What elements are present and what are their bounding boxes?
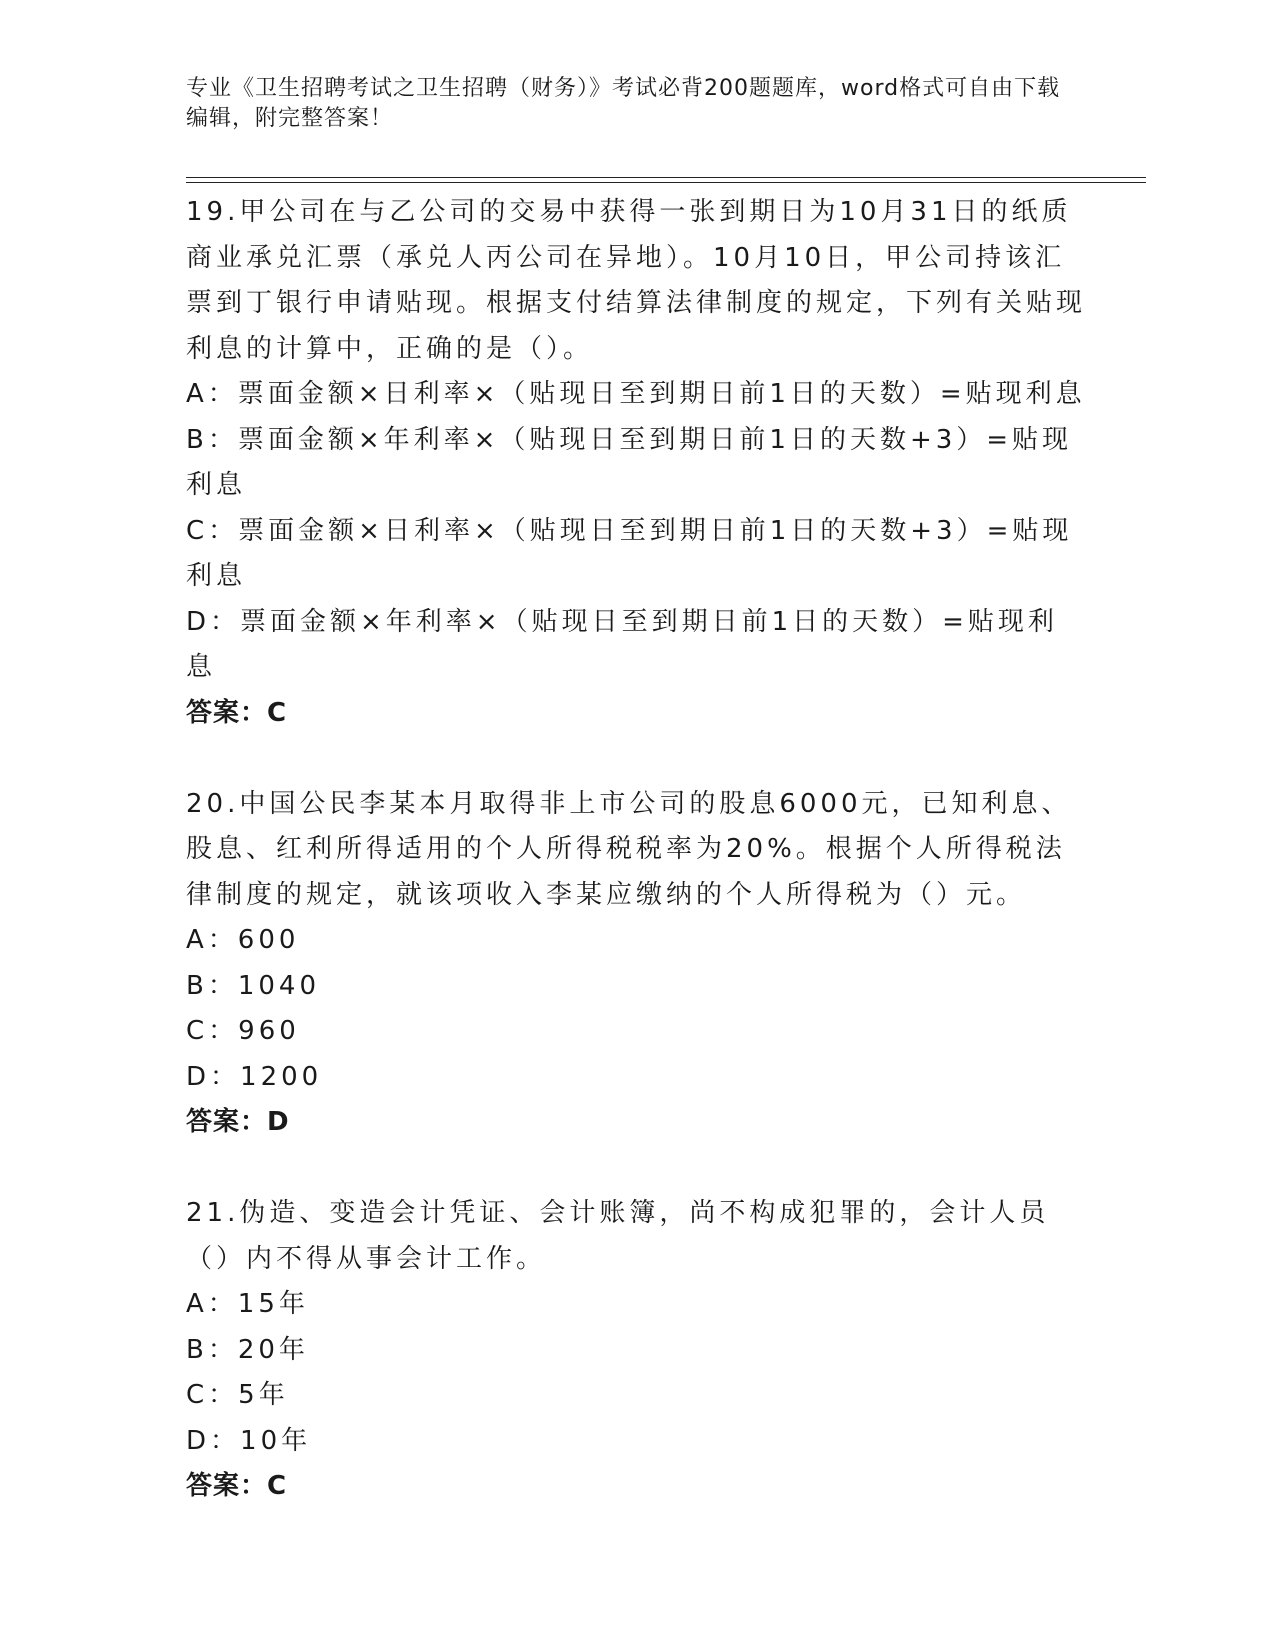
option-d: D：10年 xyxy=(186,1425,312,1456)
option-b: B：20年 xyxy=(186,1334,309,1365)
question-19 xyxy=(186,190,1086,736)
question-20 xyxy=(186,782,1086,1146)
question-21 xyxy=(186,1191,1086,1510)
option-c: C：票面金额×日利率×（贴现日至到期日前1日的天数+3）=贴现利息 xyxy=(186,515,1073,591)
option-a: A：票面金额×日利率×（贴现日至到期日前1日的天数）=贴现利息 xyxy=(186,379,1086,409)
question-list xyxy=(186,190,1086,1510)
option-b: B：1040 xyxy=(186,970,321,1001)
question-stem: 21.伪造、变造会计凭证、会计账簿，尚不构成犯罪的，会计人员（）内不得从事会计工作。 xyxy=(186,1198,1050,1274)
answer: 答案：C xyxy=(186,697,288,728)
question-stem: 20.中国公民李某本月取得非上市公司的股息6000元，已知利息、股息、红利所得适用的个人所得税税率为20%。根据个人所得税法律制度的规定，就该项收入李某应缴纳的个人所得税为（）元。 xyxy=(186,788,1072,910)
header-divider-top xyxy=(186,177,1146,178)
answer: 答案：C xyxy=(186,1471,288,1501)
option-c: C：960 xyxy=(186,1016,300,1046)
option-c: C：5年 xyxy=(186,1380,289,1410)
option-b: B：票面金额×年利率×（贴现日至到期日前1日的天数+3）=贴现利息 xyxy=(186,424,1073,500)
header-divider-bottom xyxy=(186,182,1146,183)
option-d: D：1200 xyxy=(186,1061,323,1092)
option-a: A：15年 xyxy=(186,1289,309,1319)
document-header: 专业《卫生招聘考试之卫生招聘（财务）》考试必背200题题库，word格式可自由下载编辑，附完整答案！ xyxy=(186,76,1061,131)
question-spacer xyxy=(186,736,1086,782)
option-d: D：票面金额×年利率×（贴现日至到期日前1日的天数）=贴现利息 xyxy=(186,606,1058,682)
question-stem: 19.甲公司在与乙公司的交易中获得一张到期日为10月31日的纸质商业承兑汇票（承兑人丙公司在异地）。10月10日，甲公司持该汇票到丁银行申请贴现。根据支付结算法律制度的规定，下列有关贴现利息的计算中，正确的是（）。 xyxy=(186,197,1087,364)
option-a: A：600 xyxy=(186,925,300,955)
question-spacer xyxy=(186,1146,1086,1192)
answer: 答案：D xyxy=(186,1107,290,1137)
